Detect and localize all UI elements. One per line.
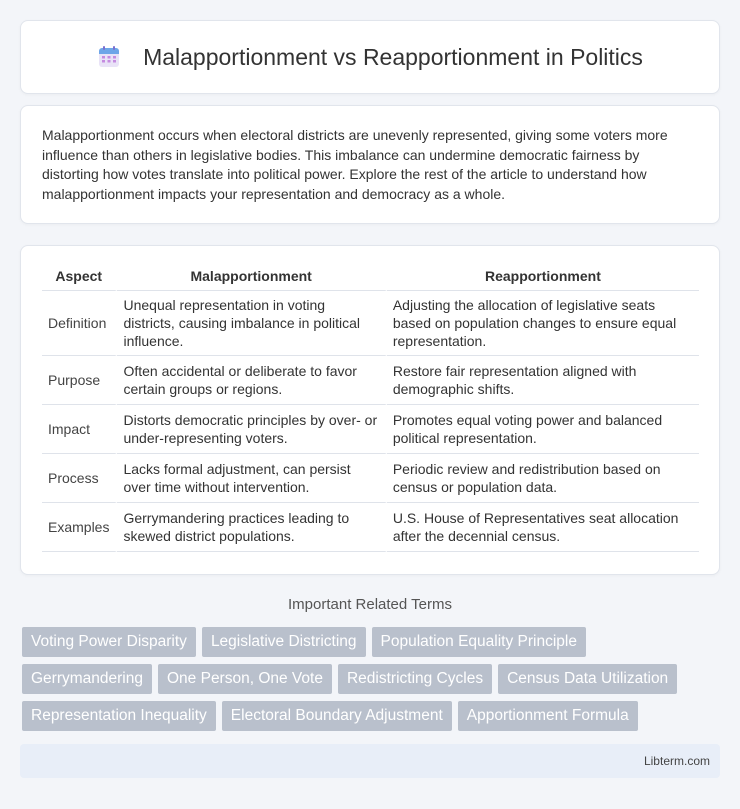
intro-paragraph: Malapportionment occurs when electoral districts are unevenly represented, giving some voters more influence than others in legislative bodies. This imbalance can undermine democratic fairness by distorting how votes translate into political power. Explore the rest of the article to understand how malapportionment impacts your representation and democracy as a whole. (42, 127, 668, 202)
header-reapportionment: Reapportionment (387, 266, 699, 291)
tag-one-person-one-vote[interactable]: One Person, One Vote (158, 664, 332, 694)
cell-malapportionment: Distorts democratic principles by over- or under-representing voters. (117, 405, 386, 454)
comparison-table-card (20, 245, 720, 575)
tag-row (22, 627, 722, 657)
cell-malapportionment: Lacks formal adjustment, can persist over time without intervention. (117, 454, 386, 503)
calendar-icon (97, 45, 121, 69)
title-card (20, 20, 720, 94)
tag-row (22, 701, 722, 731)
cell-malapportionment: Unequal representation in voting districts, causing imbalance in political influence. (117, 291, 386, 356)
header-aspect: Aspect (42, 266, 117, 291)
header-malapportionment: Malapportionment (117, 266, 386, 291)
cell-reapportionment: Restore fair representation aligned with demographic shifts. (387, 356, 699, 405)
table-row (42, 356, 699, 405)
table-header-row (42, 266, 699, 291)
related-terms-heading: Important Related Terms (288, 596, 452, 613)
cell-malapportionment: Gerrymandering practices leading to skewed district populations. (117, 503, 386, 552)
table-row (42, 503, 699, 552)
cell-aspect: Process (42, 454, 117, 503)
cell-aspect: Definition (42, 291, 117, 356)
tag-gerrymandering[interactable]: Gerrymandering (22, 664, 152, 694)
cell-reapportionment: Adjusting the allocation of legislative seats based on population changes to ensure equal representation. (387, 291, 699, 356)
footer (20, 744, 720, 778)
page-title: Malapportionment vs Reapportionment in Politics (143, 43, 643, 70)
tag-representation-inequality[interactable]: Representation Inequality (22, 701, 216, 731)
tag-apportionment-formula[interactable]: Apportionment Formula (458, 701, 638, 731)
cell-reapportionment: U.S. House of Representatives seat allocation after the decennial census. (387, 503, 699, 552)
cell-aspect: Examples (42, 503, 117, 552)
intro-card (20, 105, 720, 224)
tag-redistricting-cycles[interactable]: Redistricting Cycles (338, 664, 492, 694)
cell-malapportionment: Often accidental or deliberate to favor certain groups or regions. (117, 356, 386, 405)
tag-legislative-districting[interactable]: Legislative Districting (202, 627, 366, 657)
cell-aspect: Impact (42, 405, 117, 454)
footer-site-link[interactable]: Libterm.com (643, 754, 710, 768)
cell-reapportionment: Promotes equal voting power and balanced political representation. (387, 405, 699, 454)
comparison-table (42, 266, 699, 552)
tag-electoral-boundary-adjustment[interactable]: Electoral Boundary Adjustment (222, 701, 452, 731)
tag-census-data-utilization[interactable]: Census Data Utilization (498, 664, 677, 694)
related-terms-list (22, 627, 722, 738)
table-row (42, 405, 699, 454)
table-row (42, 291, 699, 356)
tag-voting-power-disparity[interactable]: Voting Power Disparity (22, 627, 196, 657)
tag-population-equality-principle[interactable]: Population Equality Principle (372, 627, 586, 657)
table-row (42, 454, 699, 503)
cell-aspect: Purpose (42, 356, 117, 405)
cell-reapportionment: Periodic review and redistribution based on census or population data. (387, 454, 699, 503)
tag-row (22, 664, 722, 694)
